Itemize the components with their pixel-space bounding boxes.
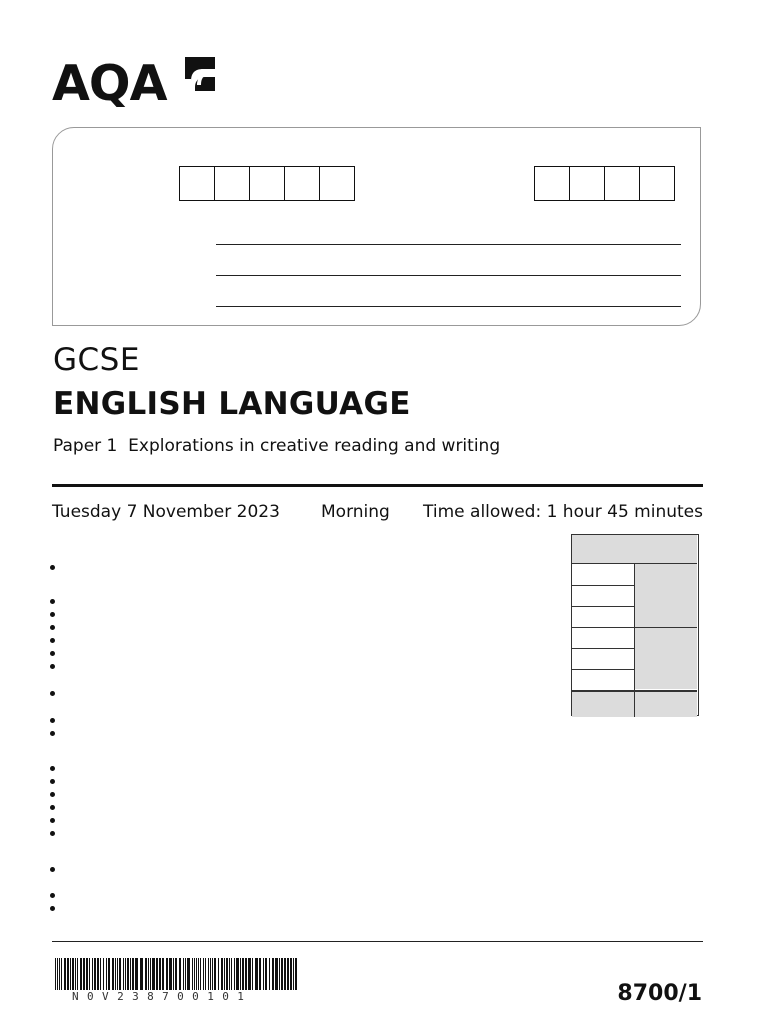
question-cell	[572, 669, 635, 690]
barcode-bar	[240, 958, 241, 990]
barcode-bar	[57, 958, 58, 990]
barcode-bar	[123, 958, 124, 990]
barcode-bar	[86, 958, 88, 990]
question-cell	[572, 564, 635, 585]
logo-text: AQA	[52, 55, 167, 112]
barcode-bar	[185, 958, 186, 990]
bullet-marker	[50, 792, 55, 797]
bullet-marker	[50, 664, 55, 669]
exam-date: Tuesday 7 November 2023	[52, 502, 280, 522]
barcode-bar	[64, 958, 66, 990]
mark-cell	[635, 606, 697, 627]
barcode-bar	[183, 958, 184, 990]
barcode-bar	[159, 958, 161, 990]
barcode-bar	[187, 958, 190, 990]
barcode-bar	[214, 958, 216, 990]
footer-divider	[52, 941, 703, 942]
barcode-bar	[224, 958, 225, 990]
barcode-bar	[106, 958, 107, 990]
barcode-bar	[263, 958, 264, 990]
barcode-bar	[198, 958, 199, 990]
barcode-bar	[92, 958, 93, 990]
candidate-number-cell[interactable]	[639, 166, 675, 201]
qualification-title: GCSE	[53, 342, 140, 378]
barcode-bar	[194, 958, 195, 990]
barcode-bar	[108, 958, 110, 990]
logo-mark-icon	[181, 55, 217, 93]
centre-number-boxes[interactable]	[179, 166, 355, 201]
bullet-marker	[50, 805, 55, 810]
table-row	[572, 564, 697, 586]
bullet-marker	[50, 638, 55, 643]
bullet-marker	[50, 565, 55, 570]
barcode-bar	[100, 958, 101, 990]
barcode-bar	[80, 958, 82, 990]
barcode-number: N0V238700101	[72, 990, 253, 1003]
mark-cell	[635, 564, 697, 585]
candidate-number-cell[interactable]	[534, 166, 570, 201]
barcode-bar	[150, 958, 151, 990]
bullet-marker	[50, 731, 55, 736]
barcode-icon	[55, 958, 300, 990]
barcode-bar	[125, 958, 126, 990]
candidate-details-box	[52, 127, 701, 326]
barcode-bar	[148, 958, 149, 990]
question-cell	[572, 648, 635, 669]
barcode-bar	[242, 958, 244, 990]
bullet-marker	[50, 612, 55, 617]
paper-title: Paper 1 Explorations in creative reading and writing	[53, 436, 501, 456]
centre-number-cell[interactable]	[249, 166, 285, 201]
barcode-bar	[196, 958, 197, 990]
barcode-bar	[179, 958, 181, 990]
barcode-bar	[162, 958, 164, 990]
forename-line[interactable]	[216, 275, 681, 276]
barcode-bar	[61, 958, 62, 990]
barcode-bar	[89, 958, 90, 990]
barcode-bar	[279, 958, 280, 990]
table-row	[572, 585, 697, 607]
question-cell	[572, 585, 635, 606]
barcode-bar	[130, 958, 131, 990]
barcode-bar	[70, 958, 71, 990]
question-cell	[572, 627, 635, 648]
barcode-bar	[135, 958, 138, 990]
barcode-bar	[67, 958, 69, 990]
centre-number-cell[interactable]	[319, 166, 355, 201]
mark-cell	[635, 585, 697, 606]
bullet-marker	[50, 906, 55, 911]
total-row	[572, 690, 697, 717]
divider	[52, 484, 703, 487]
centre-number-cell[interactable]	[284, 166, 320, 201]
barcode-bar	[269, 958, 270, 990]
candidate-number-cell[interactable]	[569, 166, 605, 201]
bullet-marker	[50, 651, 55, 656]
exam-info-row	[52, 502, 703, 524]
barcode-bar	[94, 958, 96, 990]
barcode-bar	[115, 958, 116, 990]
barcode-bar	[127, 958, 129, 990]
barcode-bar	[248, 958, 251, 990]
barcode-bar	[234, 958, 235, 990]
bullet-marker	[50, 599, 55, 604]
barcode-bar	[210, 958, 211, 990]
bullet-marker	[50, 691, 55, 696]
barcode-bar	[169, 958, 172, 990]
centre-number-cell[interactable]	[214, 166, 250, 201]
barcode-bar	[59, 958, 60, 990]
barcode-bar	[175, 958, 177, 990]
barcode-bar	[218, 958, 219, 990]
barcode-bar	[72, 958, 74, 990]
bullet-marker	[50, 831, 55, 836]
bullet-marker	[50, 718, 55, 723]
bullet-marker	[50, 766, 55, 771]
barcode-bar	[83, 958, 85, 990]
time-allowed: Time allowed: 1 hour 45 minutes	[423, 502, 703, 522]
barcode-bar	[245, 958, 247, 990]
barcode-bar	[287, 958, 289, 990]
merged-mark-cell	[635, 628, 697, 689]
total-label-cell	[572, 692, 635, 717]
barcode-bar	[205, 958, 206, 990]
signature-line[interactable]	[216, 306, 681, 307]
bullet-marker	[50, 779, 55, 784]
barcode-bar	[112, 958, 114, 990]
centre-number-cell[interactable]	[179, 166, 215, 201]
barcode-bar	[255, 958, 258, 990]
barcode-bar	[275, 958, 278, 990]
barcode-bar	[236, 958, 239, 990]
barcode-bar	[229, 958, 230, 990]
barcode-bar	[132, 958, 134, 990]
barcode-bar	[284, 958, 286, 990]
barcode-bar	[212, 958, 213, 990]
question-cell	[572, 606, 635, 627]
table-row	[572, 606, 697, 628]
barcode-bar	[117, 958, 118, 990]
barcode-bar	[272, 958, 274, 990]
barcode-bar	[203, 958, 204, 990]
barcode-bar	[173, 958, 174, 990]
barcode-bar	[156, 958, 158, 990]
examiner-use-table	[571, 534, 699, 716]
barcode-bar	[231, 958, 232, 990]
table-header	[572, 535, 697, 564]
barcode-bar	[208, 958, 209, 990]
barcode-bar	[252, 958, 253, 990]
barcode-bar	[293, 958, 294, 990]
bullet-marker	[50, 818, 55, 823]
paper-code: 8700/1	[617, 981, 702, 1006]
barcode-bar	[221, 958, 223, 990]
bullet-marker	[50, 625, 55, 630]
barcode-bar	[200, 958, 201, 990]
barcode-bar	[295, 958, 297, 990]
barcode-bar	[140, 958, 143, 990]
barcode-bar	[55, 958, 56, 990]
barcode-bar	[259, 958, 261, 990]
barcode-bar	[166, 958, 168, 990]
barcode-bar	[265, 958, 267, 990]
barcode-bar	[290, 958, 292, 990]
bullet-marker	[50, 893, 55, 898]
barcode-bar	[77, 958, 78, 990]
barcode-bar	[119, 958, 121, 990]
subject-title: ENGLISH LANGUAGE	[53, 386, 411, 422]
barcode-bar	[103, 958, 104, 990]
barcode-bar	[152, 958, 155, 990]
barcode-bar	[192, 958, 193, 990]
barcode-bar	[226, 958, 228, 990]
candidate-number-cell[interactable]	[604, 166, 640, 201]
barcode-bar	[97, 958, 99, 990]
exam-session: Morning	[321, 502, 390, 522]
bullet-marker	[50, 867, 55, 872]
barcode-bar	[281, 958, 283, 990]
candidate-number-boxes[interactable]	[534, 166, 675, 201]
barcode-bar	[145, 958, 147, 990]
barcode-bar	[75, 958, 76, 990]
surname-line[interactable]	[216, 244, 681, 245]
